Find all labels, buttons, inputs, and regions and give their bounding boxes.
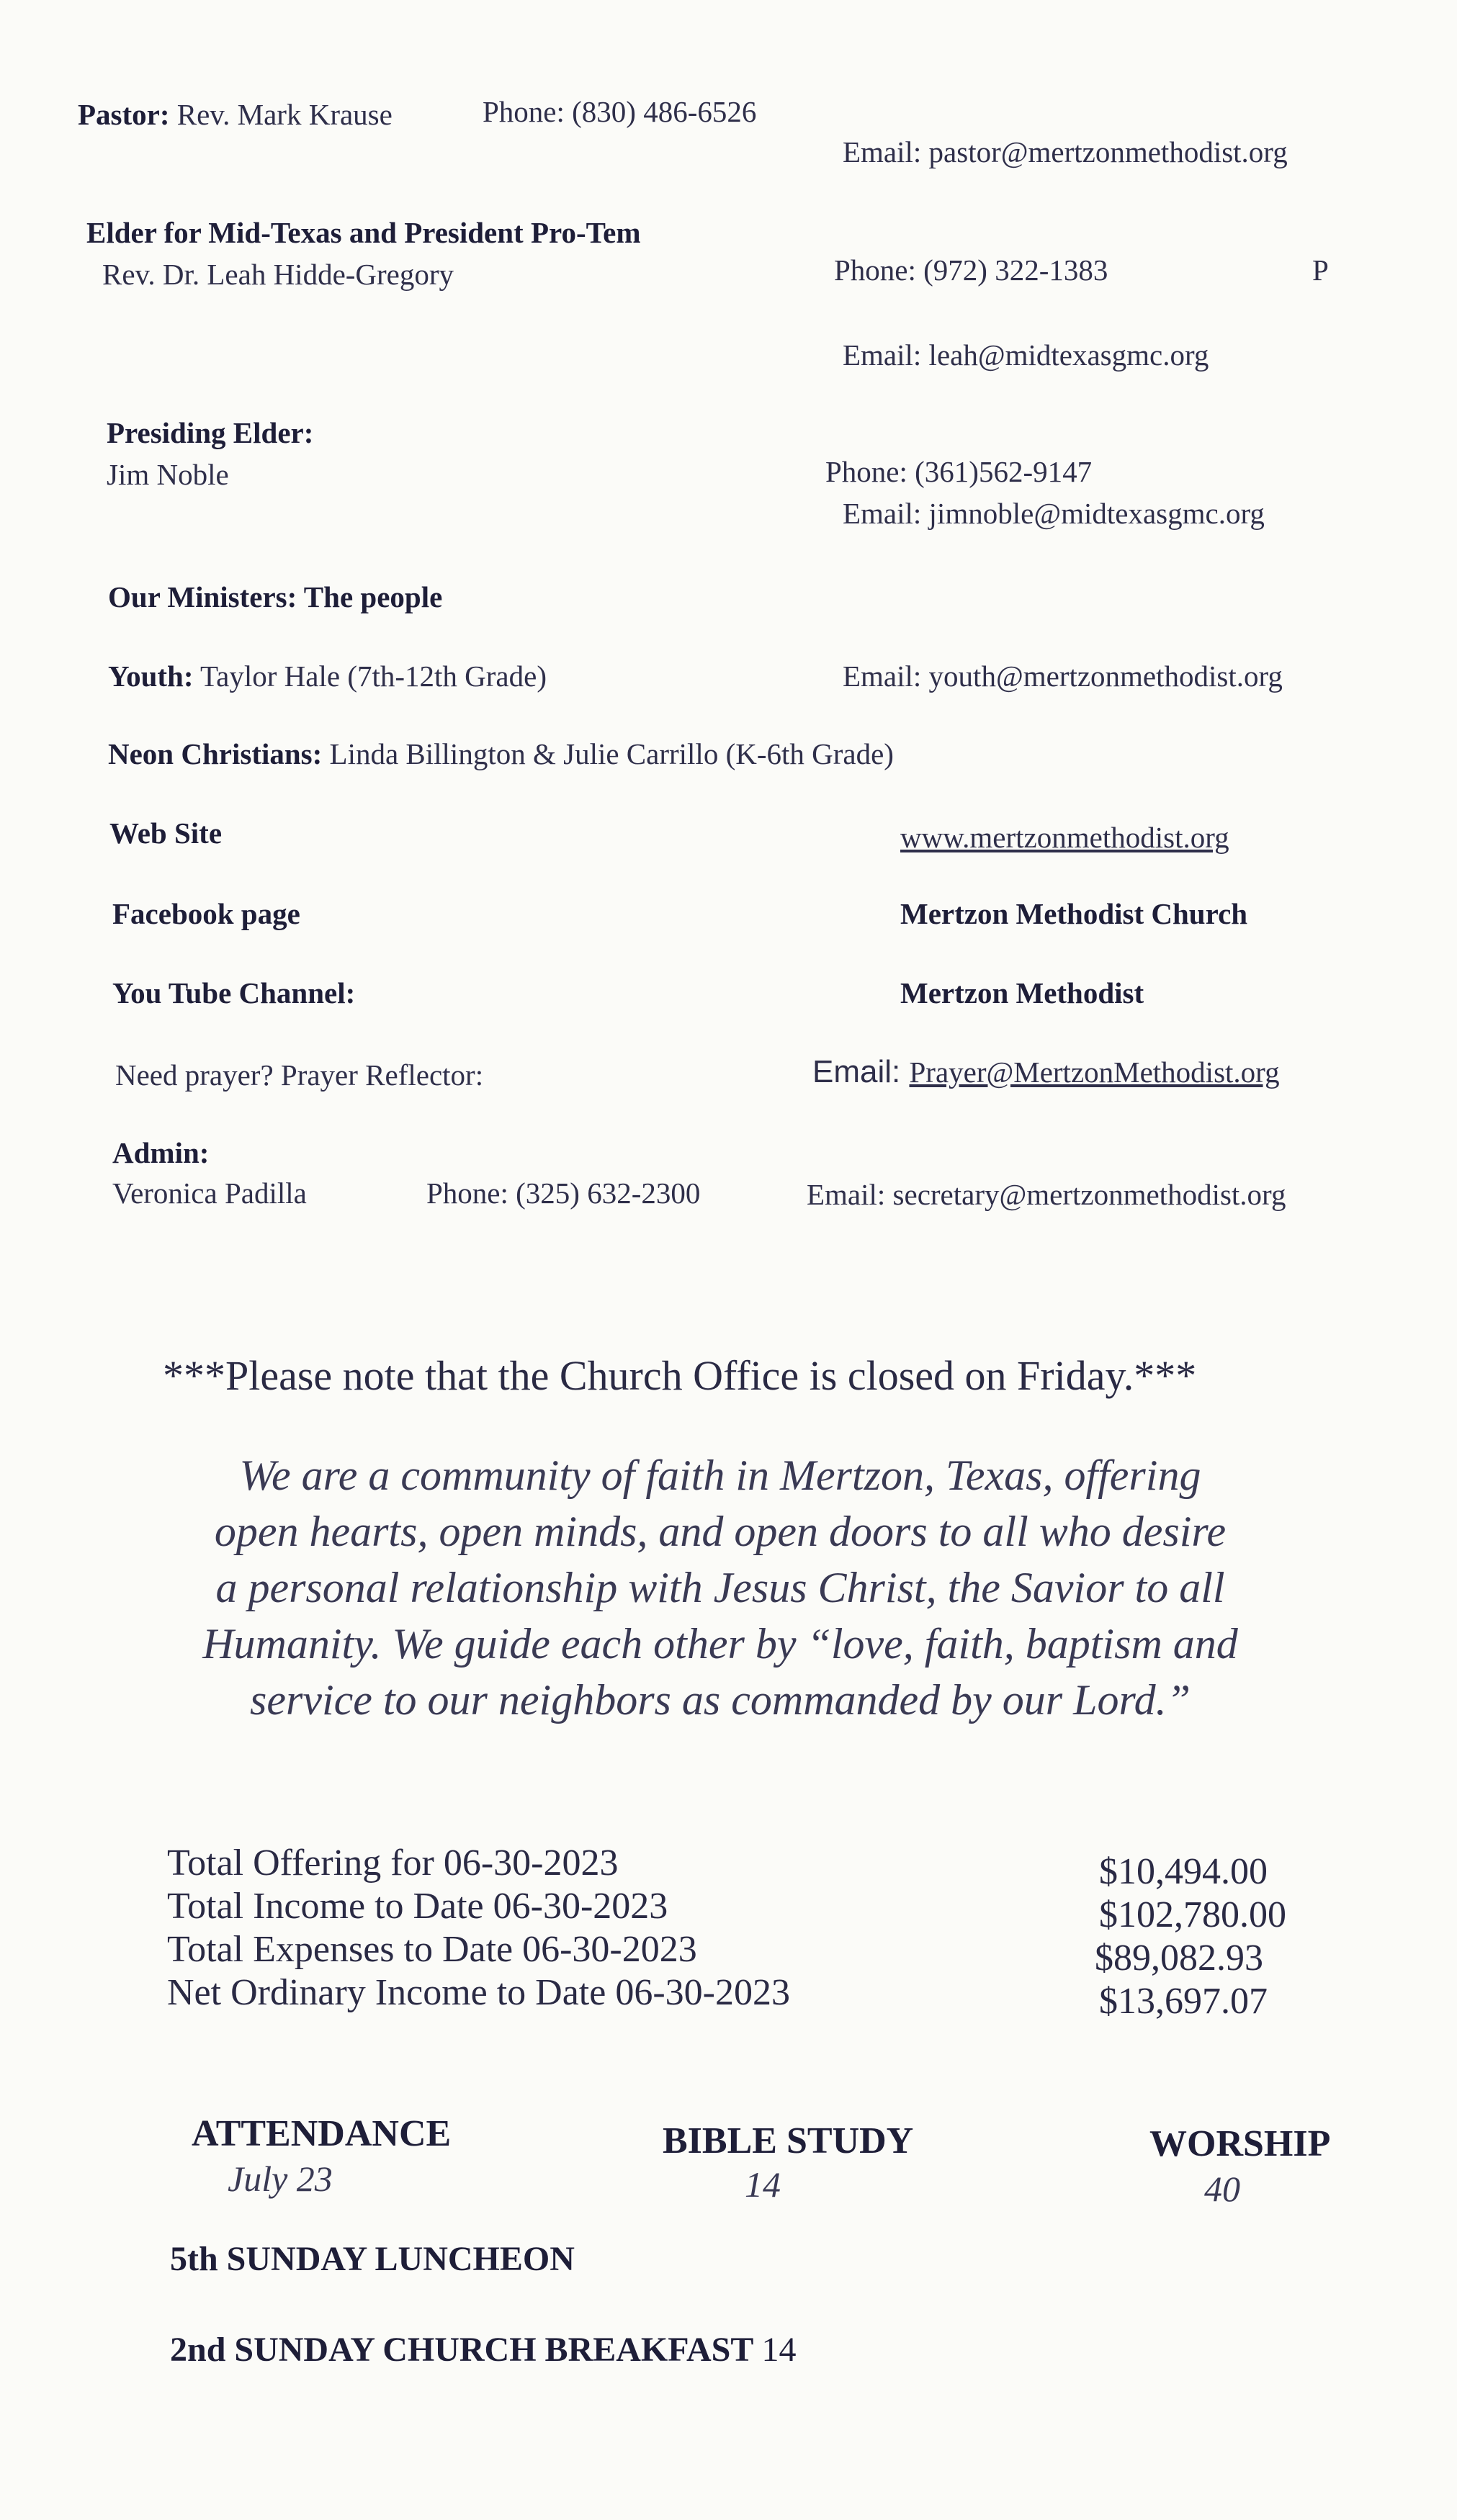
prayer-email-label: Email:: [812, 1054, 901, 1089]
prayer-label: Need prayer? Prayer Reflector:: [115, 1058, 484, 1092]
prayer-email-line: [812, 1054, 1280, 1091]
breakfast-line: [170, 2330, 797, 2370]
mission-line: open hearts, open minds, and open doors to all who desire: [214, 1508, 1227, 1555]
youtube-label: You Tube Channel:: [112, 976, 356, 1009]
bible-study-count: 14: [745, 2164, 781, 2205]
attendance-date: July 23: [228, 2159, 333, 2199]
presiding-elder-name: Jim Noble: [107, 458, 229, 491]
pastor-email: Email: pastor@mertzonmethodist.org: [843, 135, 1288, 168]
prayer-email-link[interactable]: Prayer@MertzonMethodist.org: [909, 1056, 1280, 1089]
financial-amount: $10,494.00: [1099, 1851, 1268, 1892]
breakfast-count: 14: [761, 2331, 797, 2369]
elder-title: Elder for Mid-Texas and President Pro-Tem: [86, 216, 641, 249]
pastor-line: [78, 98, 393, 132]
admin-label: Admin:: [112, 1136, 210, 1169]
financial-label: Total Offering for 06-30-2023: [167, 1842, 619, 1884]
presiding-elder-phone: Phone: (361)562-9147: [825, 455, 1093, 488]
breakfast-label: 2nd SUNDAY CHURCH BREAKFAST: [170, 2331, 753, 2369]
neon-line: [108, 737, 894, 771]
facebook-page-name: Mertzon Methodist Church: [900, 897, 1248, 930]
pastor-name: Rev. Mark Krause: [176, 98, 393, 131]
attendance-title: ATTENDANCE: [192, 2113, 452, 2154]
ministers-label: Our Ministers: The people: [108, 580, 443, 613]
youth-email: Email: youth@mertzonmethodist.org: [843, 660, 1283, 693]
admin-phone: Phone: (325) 632-2300: [426, 1176, 701, 1210]
neon-label: Neon Christians:: [108, 737, 323, 770]
financial-label: Total Expenses to Date 06-30-2023: [167, 1929, 697, 1970]
pastor-phone: Phone: (830) 486-6526: [483, 95, 757, 128]
elder-trailing-letter: P: [1312, 253, 1329, 287]
bible-study-label: BIBLE STUDY: [663, 2120, 914, 2161]
website-label: Web Site: [109, 816, 223, 850]
admin-name: Veronica Padilla: [112, 1176, 307, 1210]
mission-line: Humanity. We guide each other by “love, faith, baptism and: [202, 1620, 1238, 1668]
presiding-elder-label: Presiding Elder:: [107, 416, 314, 449]
facebook-label: Facebook page: [112, 897, 300, 930]
neon-value: Linda Billington & Julie Carrillo (K-6th Grade): [329, 737, 894, 770]
youtube-channel-name: Mertzon Methodist: [900, 976, 1144, 1009]
financial-label: Net Ordinary Income to Date 06-30-2023: [167, 1972, 790, 2013]
financial-label: Total Income to Date 06-30-2023: [167, 1886, 668, 1927]
elder-name: Rev. Dr. Leah Hidde-Gregory: [102, 258, 454, 291]
admin-email: Email: secretary@mertzonmethodist.org: [807, 1178, 1286, 1211]
youth-label: Youth:: [108, 660, 194, 693]
mission-statement: [108, 1447, 1332, 1728]
mission-line: service to our neighbors as commanded by our Lord.”: [249, 1676, 1191, 1724]
elder-email: Email: leah@midtexasgmc.org: [843, 338, 1209, 372]
luncheon-label: 5th SUNDAY LUNCHEON: [170, 2240, 575, 2278]
youth-value: Taylor Hale (7th-12th Grade): [200, 660, 547, 693]
financial-amount: $89,082.93: [1095, 1938, 1263, 1979]
presiding-elder-email: Email: jimnoble@midtexasgmc.org: [843, 497, 1265, 530]
worship-label: WORSHIP: [1149, 2123, 1331, 2164]
financial-amount: $102,780.00: [1099, 1894, 1286, 1935]
worship-count: 40: [1204, 2169, 1240, 2209]
office-closed-notice: ***Please note that the Church Office is closed on Friday.***: [163, 1352, 1197, 1399]
pastor-label: Pastor:: [78, 98, 170, 131]
elder-phone: Phone: (972) 322-1383: [834, 253, 1108, 287]
mission-line: a personal relationship with Jesus Christ, the Savior to all: [215, 1564, 1225, 1611]
mission-line: We are a community of faith in Mertzon, Texas, offering: [239, 1452, 1201, 1499]
youth-line: [108, 660, 547, 693]
financial-amount: $13,697.07: [1099, 1981, 1268, 2022]
website-link[interactable]: www.mertzonmethodist.org: [900, 821, 1229, 854]
